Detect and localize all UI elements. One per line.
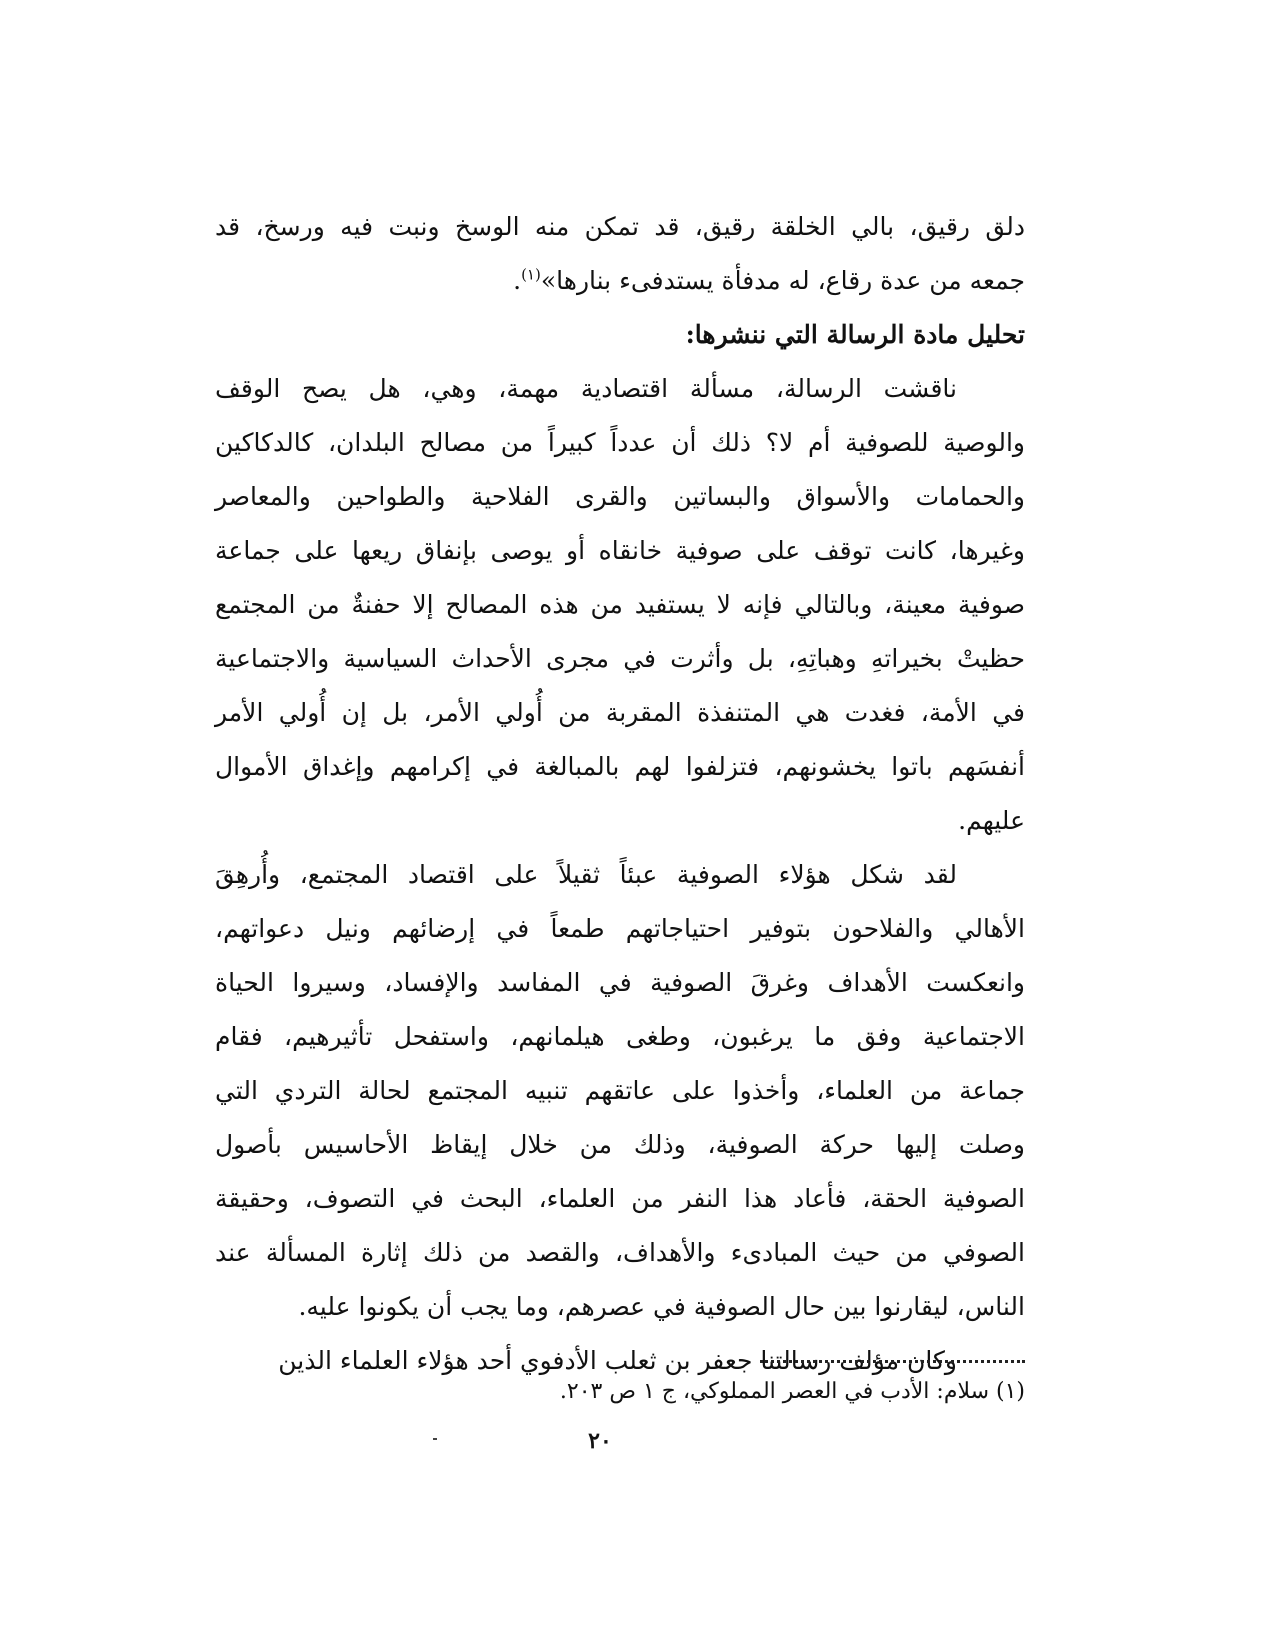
footnote-marker: (١): [521, 265, 541, 284]
text-line: أنفسَهم باتوا يخشونهم، فتزلفوا لهم بالمبالغة في إكرامهم وإغداق الأموال: [215, 752, 1025, 781]
text-fragment: جمعه من عدة رقاع، له مدفأة يستدفىء بنارها»: [540, 266, 1025, 295]
text-line: [215, 254, 1025, 308]
text-line: الصوفية الحقة، فأعاد هذا النفر من العلماء، البحث في التصوف، وحقيقة: [215, 1184, 1025, 1213]
paragraph-1: [215, 362, 1025, 848]
page-number: ٢٠: [588, 1428, 612, 1454]
text-line: دلق رقيق، بالي الخلقة رقيق، قد تمكن منه الوسخ ونبت فيه ورسخ، قد: [215, 212, 1025, 241]
text-line: ناقشت الرسالة، مسألة اقتصادية مهمة، وهي، هل يصح الوقف: [215, 374, 957, 403]
footnote: (١) سلام: الأدب في العصر المملوكي، ج ١ ص ٢٠٣.: [559, 1379, 1025, 1404]
text-line: صوفية معينة، وبالتالي فإنه لا يستفيد من هذه المصالح إلا حفنةٌ من المجتمع: [215, 590, 1025, 619]
intro-paragraph: [215, 200, 1025, 308]
footnote-divider: [760, 1360, 1025, 1363]
text-line: الأهالي والفلاحون بتوفير احتياجاتهم طمعاً في إرضائهم ونيل دعواتهم،: [215, 914, 1025, 943]
text-fragment: .: [513, 266, 522, 295]
text-line: وكان مؤلف رسالتنا جعفر بن ثعلب الأدفوي أحد هؤلاء العلماء الذين: [278, 1346, 957, 1375]
text-line: في الأمة، فغدت هي المتنفذة المقربة من أُولي الأمر، بل إن أُولي الأمر: [215, 698, 1025, 727]
paragraph-2: [215, 848, 1025, 1334]
text-line: عليهم.: [958, 806, 1025, 835]
text-line: وانعكست الأهداف وغرقَ الصوفية في المفاسد والإفساد، وسيروا الحياة: [215, 968, 1025, 997]
page-body: [215, 200, 1025, 1388]
scan-speck: [433, 1438, 437, 1440]
text-line: والحمامات والأسواق والبساتين والقرى الفلاحية والطواحين والمعاصر: [215, 482, 1025, 511]
text-line: وغيرها، كانت توقف على صوفية خانقاه أو يوصى بإنفاق ريعها على جماعة: [215, 536, 1025, 565]
section-heading: تحليل مادة الرسالة التي ننشرها:: [685, 320, 1025, 349]
text-line: والوصية للصوفية أم لا؟ ذلك أن عدداً كبيراً من مصالح البلدان، كالدكاكين: [215, 428, 1025, 457]
text-line: جماعة من العلماء، وأخذوا على عاتقهم تنبيه المجتمع لحالة التردي التي: [215, 1076, 1025, 1105]
text-line: وصلت إليها حركة الصوفية، وذلك من خلال إيقاظ الأحاسيس بأصول: [215, 1130, 1025, 1159]
text-line: الصوفي من حيث المبادىء والأهداف، والقصد من ذلك إثارة المسألة عند: [215, 1238, 1025, 1267]
text-line: لقد شكل هؤلاء الصوفية عبئاً ثقيلاً على اقتصاد المجتمع، وأُرهِقَ: [215, 860, 957, 889]
text-line: حظيتْ بخيراتهِ وهباتِهِ، بل وأثرت في مجرى الأحداث السياسية والاجتماعية: [215, 644, 1025, 673]
text-line: الناس، ليقارنوا بين حال الصوفية في عصرهم، وما يجب أن يكونوا عليه.: [298, 1292, 1025, 1321]
text-line: الاجتماعية وفق ما يرغبون، وطغى هيلمانهم، واستفحل تأثيرهيم، فقام: [215, 1022, 1025, 1051]
